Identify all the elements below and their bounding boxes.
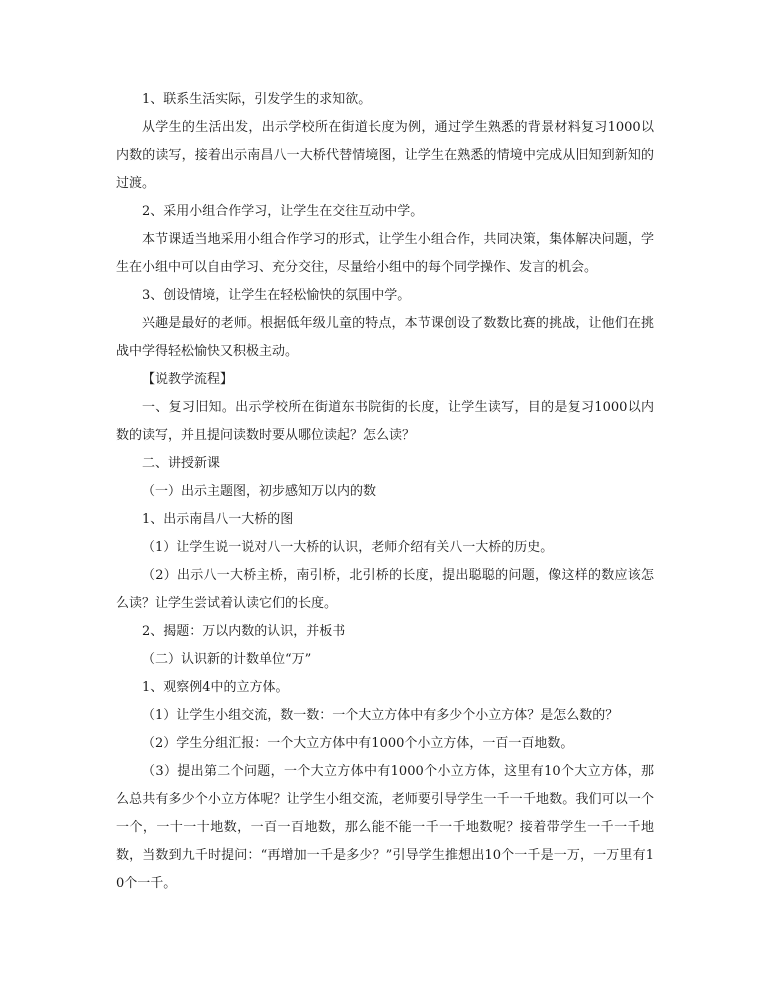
paragraph-5: 3、创设情境，让学生在轻松愉快的氛围中学。 (142, 288, 411, 303)
paragraph-2: 从学生的生活出发，出示学校所在街道长度为例，通过学生熟悉的背景材料复习1000以内数的读写，接着出示南昌八一大桥代替情境图，让学生在熟悉的情境中完成从旧知到新知的过渡。 (116, 120, 654, 191)
paragraph-8: 一、复习旧知。出示学校所在街道东书院街的长度，让学生读写，目的是复习1000以内数的读写，并且提问读数时要从哪位读起？怎么读？ (116, 400, 654, 443)
document-page (116, 86, 654, 898)
paragraph-9: 二、讲授新课 (142, 456, 221, 471)
paragraph-13: （2）出示八一大桥主桥，南引桥，北引桥的长度，提出聪聪的问题，像这样的数应该怎么读？让学生尝试着认读它们的长度。 (116, 568, 654, 611)
paragraph-10: （一）出示主题图，初步感知万以内的数 (142, 484, 377, 499)
paragraph-16: 1、观察例4中的立方体。 (142, 680, 289, 695)
paragraph-4: 本节课适当地采用小组合作学习的形式，让学生小组合作，共同决策，集体解决问题，学生在小组中可以自由学习、充分交往，尽量给小组中的每个同学操作、发言的机会。 (116, 232, 654, 275)
paragraph-14: 2、揭题：万以内数的认识，并板书 (142, 624, 346, 639)
paragraph-11: 1、出示南昌八一大桥的图 (142, 512, 294, 527)
paragraph-1: 1、联系生活实际，引发学生的求知欲。 (142, 92, 372, 107)
paragraph-3: 2、采用小组合作学习，让学生在交往互动中学。 (142, 204, 424, 219)
paragraph-19: （3）提出第二个问题，一个大立方体中有1000个小立方体，这里有10个大立方体，那么总共有多少个小立方体呢？让学生小组交流，老师要引导学生一千一千地数。我们可以一个一个，一十一十地数，一百一百地数，那么能不能一千一千地数呢？接着带学生一千一千地数，当数到九千时提问：“再增加一千是多少？”引导学生推想出10个一千是一万，一万里有10个一千。 (116, 764, 654, 891)
paragraph-15: （二）认识新的计数单位“万” (142, 652, 312, 667)
paragraph-6: 兴趣是最好的老师。根据低年级儿童的特点，本节课创设了数数比赛的挑战，让他们在挑战中学得轻松愉快又积极主动。 (116, 316, 654, 359)
paragraph-17: （1）让学生小组交流，数一数：一个大立方体中有多少个小立方体？是怎么数的？ (142, 708, 619, 723)
section-heading: 【说教学流程】 (142, 372, 234, 387)
paragraph-12: （1）让学生说一说对八一大桥的认识，老师介绍有关八一大桥的历史。 (142, 540, 554, 555)
paragraph-18: （2）学生分组汇报：一个大立方体中有1000个小立方体，一百一百地数。 (142, 736, 574, 751)
